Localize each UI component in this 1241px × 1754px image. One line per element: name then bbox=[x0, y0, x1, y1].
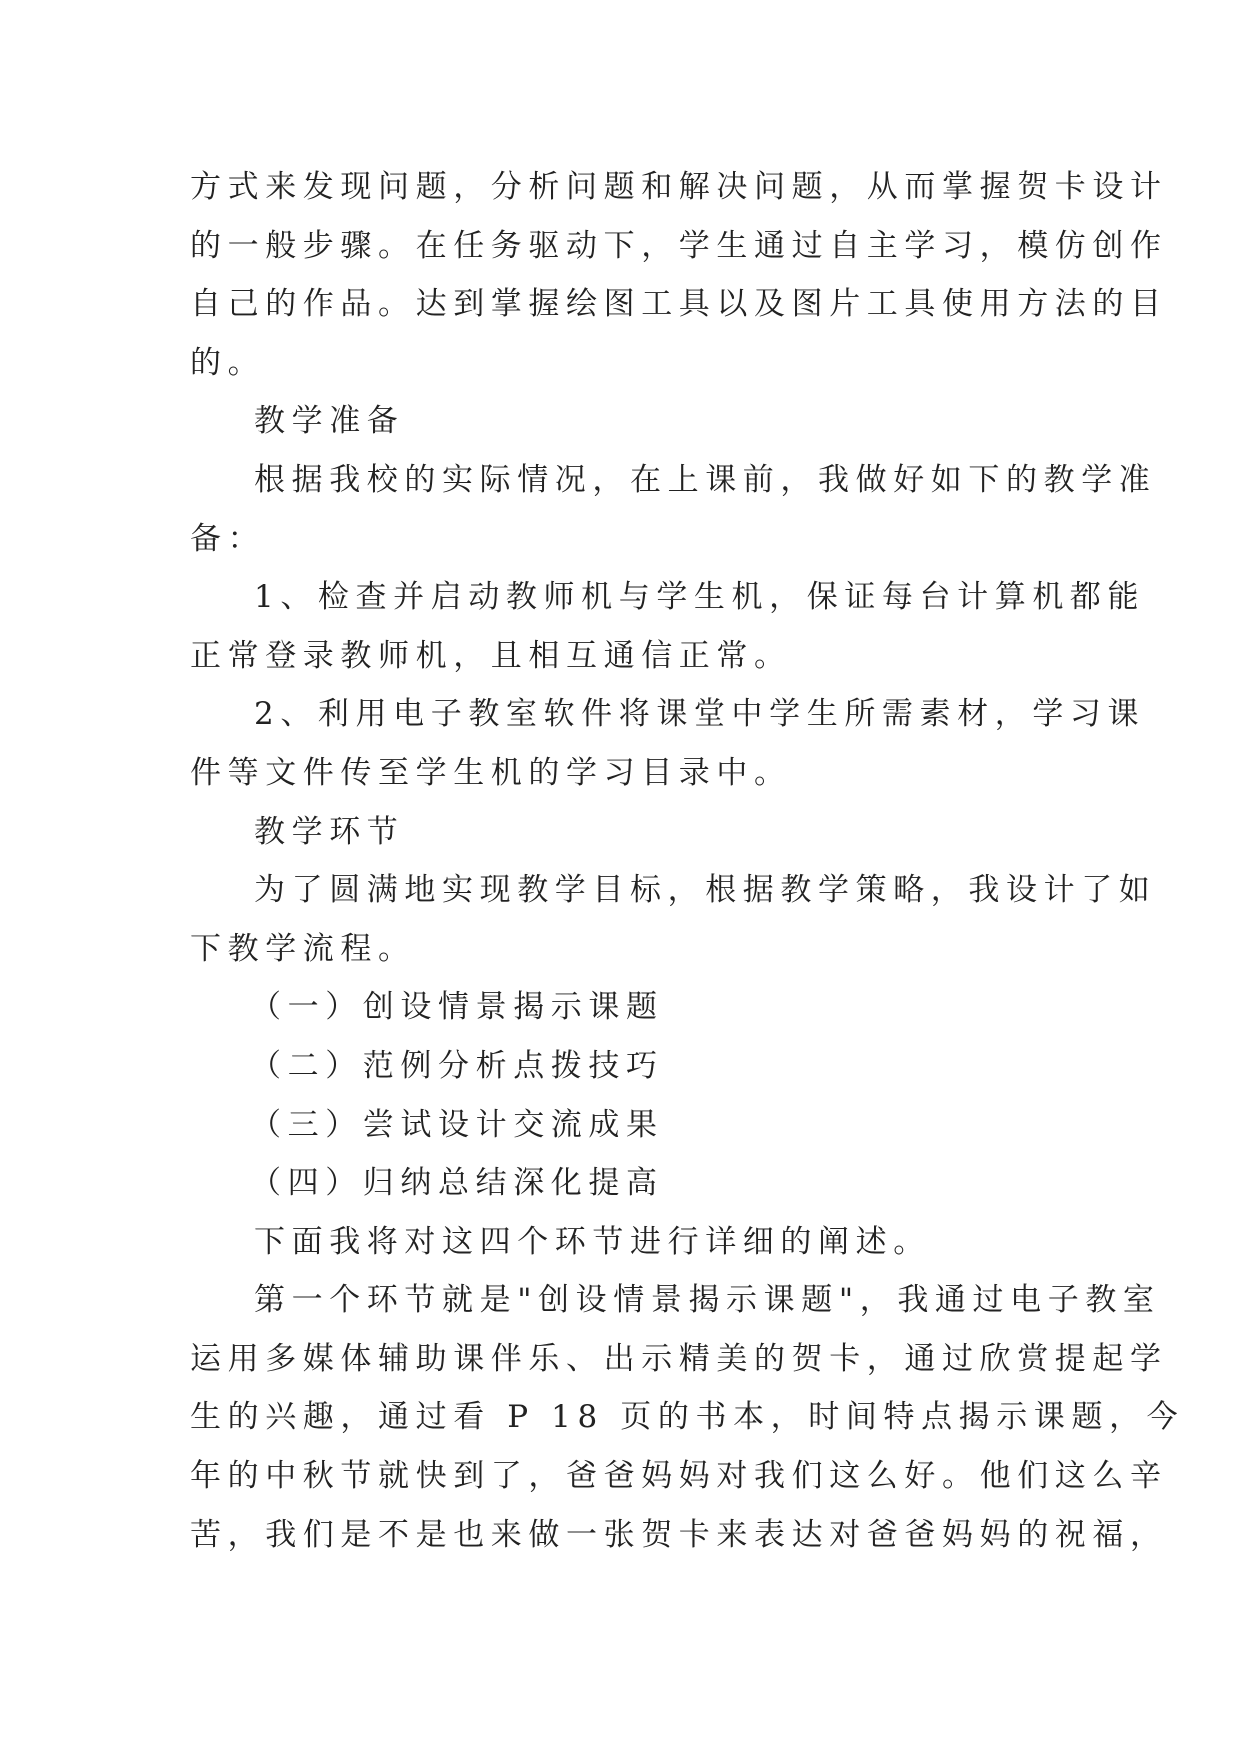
section-heading: 教学准备 bbox=[254, 403, 405, 440]
list-item: 2、利用电子教室软件将课堂中学生所需素材，学习课 bbox=[254, 696, 1146, 733]
text-line: 根据我校的实际情况，在上课前，我做好如下的教学准 bbox=[254, 461, 1157, 498]
text-line: 正常登录教师机，且相互通信正常。 bbox=[190, 637, 792, 674]
text-line: 的一般步骤。在任务驱动下，学生通过自主学习，模仿创作 bbox=[190, 227, 1168, 264]
list-item: （三）尝试设计交流成果 bbox=[250, 1106, 664, 1143]
text-line: 下教学流程。 bbox=[190, 930, 416, 967]
list-item: （一）创设情景揭示课题 bbox=[250, 989, 664, 1026]
text-line: 为了圆满地实现教学目标，根据教学策略，我设计了如 bbox=[254, 872, 1157, 909]
document-body bbox=[190, 158, 1185, 1564]
list-item: 1、检查并启动教师机与学生机，保证每台计算机都能 bbox=[254, 579, 1146, 616]
text-line: 生的兴趣，通过看 P 18 页的书本，时间特点揭示课题，今 bbox=[190, 1399, 1185, 1436]
text-line: 自己的作品。达到掌握绘图工具以及图片工具使用方法的目 bbox=[190, 286, 1168, 323]
text-line: 年的中秋节就快到了，爸爸妈妈对我们这么好。他们这么辛 bbox=[190, 1458, 1168, 1495]
text-line: 件等文件传至学生机的学习目录中。 bbox=[190, 754, 792, 791]
text-line: 苦，我们是不是也来做一张贺卡来表达对爸爸妈妈的祝福， bbox=[190, 1516, 1168, 1553]
list-item: （四）归纳总结深化提高 bbox=[250, 1165, 664, 1202]
text-line: 第一个环节就是"创设情景揭示课题"，我通过电子教室 bbox=[254, 1282, 1161, 1319]
text-line: 备： bbox=[190, 520, 266, 557]
text-line: 下面我将对这四个环节进行详细的阐述。 bbox=[254, 1223, 931, 1260]
list-item: （二）范例分析点拨技巧 bbox=[250, 1047, 664, 1084]
text-line: 的。 bbox=[190, 344, 266, 381]
text-line: 方式来发现问题，分析问题和解决问题，从而掌握贺卡设计 bbox=[190, 169, 1168, 205]
section-heading: 教学环节 bbox=[254, 813, 405, 850]
text-line: 运用多媒体辅助课伴乐、出示精美的贺卡，通过欣赏提起学 bbox=[190, 1340, 1168, 1377]
